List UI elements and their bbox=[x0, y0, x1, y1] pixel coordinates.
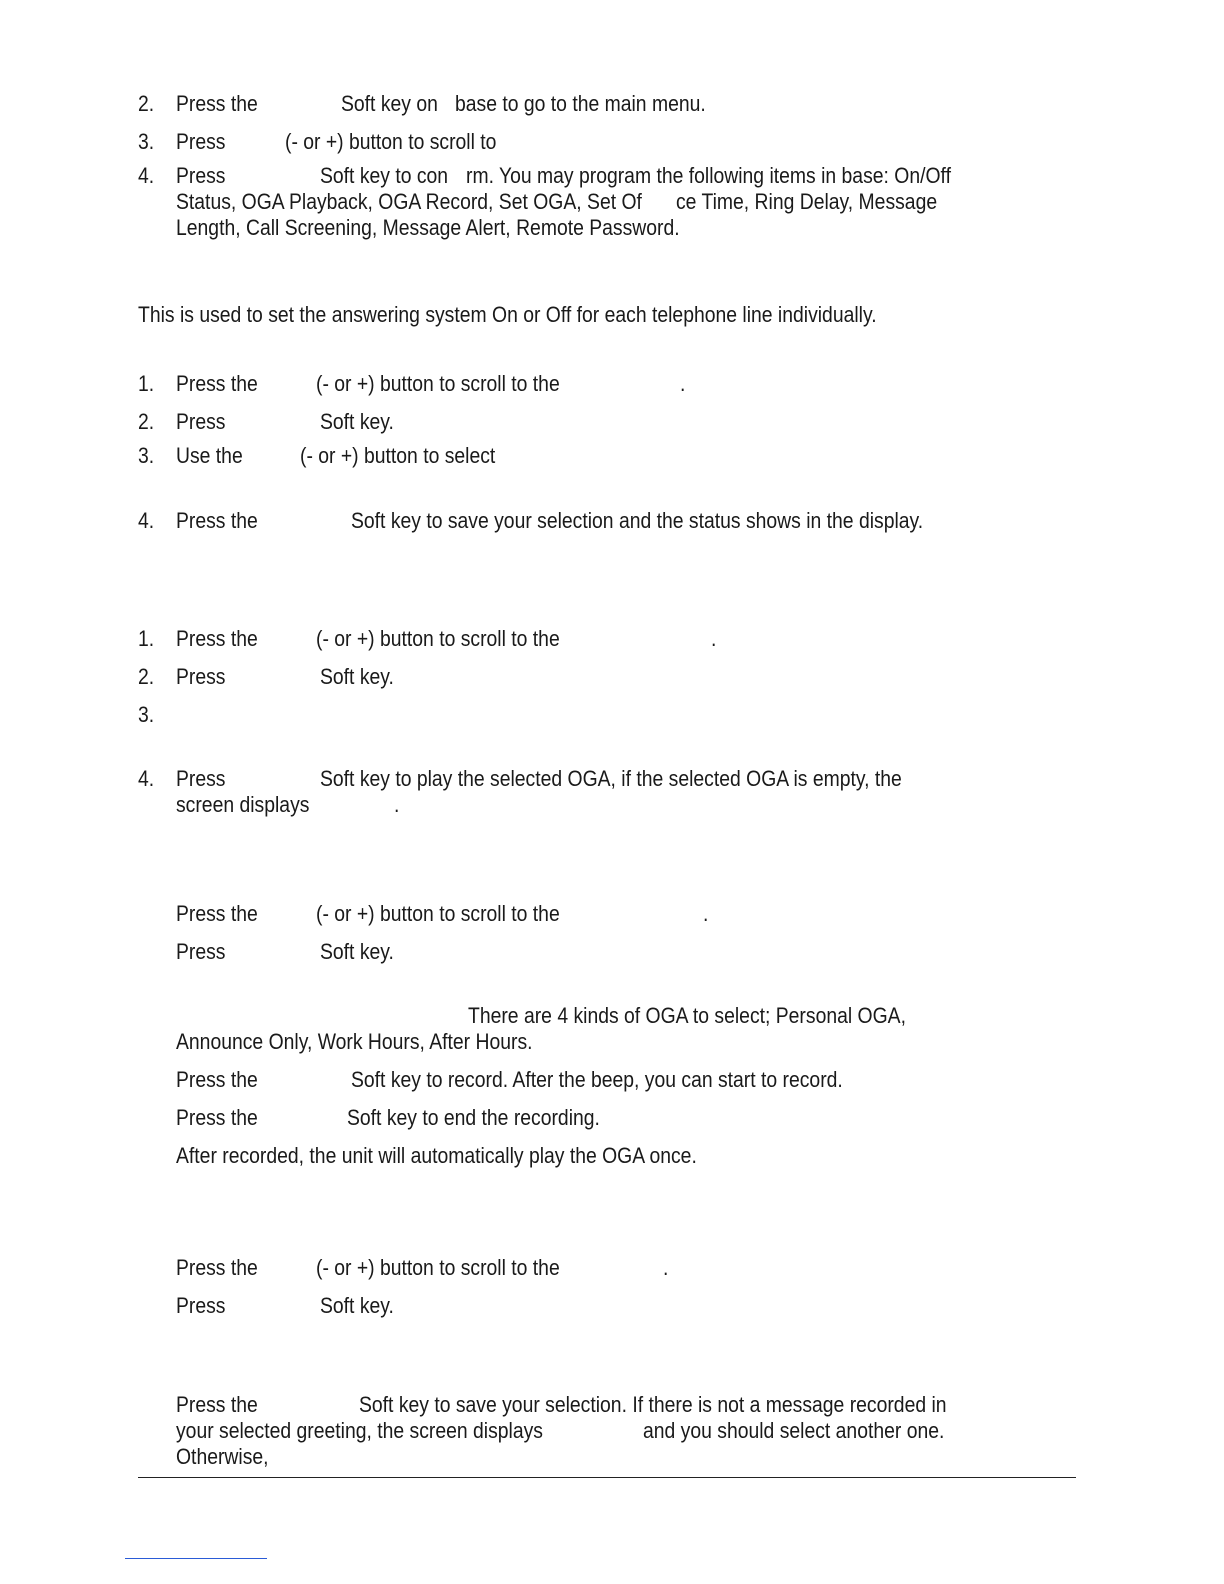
step-text: Press the bbox=[176, 371, 258, 396]
step-text: Soft key. bbox=[320, 409, 394, 434]
step-text: Otherwise, bbox=[176, 1444, 269, 1469]
step-text: Soft key to save your selection. If there is not a message recorded in bbox=[359, 1392, 947, 1417]
step-number: 3. bbox=[138, 702, 155, 727]
step-text: . bbox=[663, 1255, 669, 1280]
step-text: ce Time, Ring Delay, Message bbox=[676, 189, 938, 214]
step-text: After recorded, the unit will automatically play the OGA once. bbox=[176, 1143, 697, 1168]
step-text: There are 4 kinds of OGA to select; Personal OGA, bbox=[468, 1003, 906, 1028]
step-text: Soft key to record. After the beep, you can start to record. bbox=[351, 1067, 843, 1092]
step-text: Press bbox=[176, 129, 226, 154]
step-text: Soft key to con bbox=[320, 163, 449, 188]
step-text: . bbox=[703, 901, 709, 926]
step-number: 1. bbox=[138, 626, 155, 651]
step-number: 4. bbox=[138, 163, 155, 188]
page-divider bbox=[138, 1477, 1076, 1478]
step-text: Soft key. bbox=[320, 664, 394, 689]
step-text: . bbox=[680, 371, 686, 396]
step-number: 3. bbox=[138, 443, 155, 468]
step-text: and you should select another one. bbox=[643, 1418, 945, 1443]
step-text: Announce Only, Work Hours, After Hours. bbox=[176, 1029, 533, 1054]
step-text: (- or +) button to scroll to the bbox=[316, 1255, 560, 1280]
footer-link-underline bbox=[125, 1558, 267, 1559]
step-number: 2. bbox=[138, 664, 155, 689]
step-text: Press the bbox=[176, 1105, 258, 1130]
step-text: Soft key to save your selection and the status shows in the display. bbox=[351, 508, 924, 533]
step-text: Soft key on bbox=[341, 91, 438, 116]
step-text: Soft key. bbox=[320, 939, 394, 964]
step-text: Press the bbox=[176, 508, 258, 533]
step-number: 4. bbox=[138, 508, 155, 533]
step-text: Soft key to play the selected OGA, if the selected OGA is empty, the bbox=[320, 766, 902, 791]
step-text: Status, OGA Playback, OGA Record, Set OGA, Set Of bbox=[176, 189, 642, 214]
step-text: (- or +) button to scroll to the bbox=[316, 626, 560, 651]
step-text: Press bbox=[176, 163, 226, 188]
step-text: your selected greeting, the screen displays bbox=[176, 1418, 543, 1443]
step-text: Press bbox=[176, 409, 226, 434]
step-text: (- or +) button to select bbox=[300, 443, 496, 468]
step-text: Press bbox=[176, 766, 226, 791]
step-text: rm. You may program the following items in base: On/Off bbox=[466, 163, 951, 188]
step-text: Press bbox=[176, 1293, 226, 1318]
step-number: 2. bbox=[138, 91, 155, 116]
step-text: screen displays bbox=[176, 792, 310, 817]
step-number: 4. bbox=[138, 766, 155, 791]
section-intro: This is used to set the answering system On or Off for each telephone line individually. bbox=[138, 302, 877, 327]
step-text: . bbox=[711, 626, 717, 651]
step-text: Soft key to end the recording. bbox=[347, 1105, 600, 1130]
step-number: 3. bbox=[138, 129, 155, 154]
step-text: (- or +) button to scroll to the bbox=[316, 901, 560, 926]
step-text: Use the bbox=[176, 443, 243, 468]
step-text: Press the bbox=[176, 901, 258, 926]
step-text: Press the bbox=[176, 91, 258, 116]
step-text: Soft key. bbox=[320, 1293, 394, 1318]
step-text: (- or +) button to scroll to the bbox=[316, 371, 560, 396]
step-text: Press the bbox=[176, 1067, 258, 1092]
step-text: base to go to the main menu. bbox=[455, 91, 706, 116]
step-text: Press the bbox=[176, 1392, 258, 1417]
step-text: . bbox=[394, 792, 400, 817]
step-text: Press bbox=[176, 664, 226, 689]
step-text: Press bbox=[176, 939, 226, 964]
step-number: 2. bbox=[138, 409, 155, 434]
step-text: (- or +) button to scroll to bbox=[285, 129, 497, 154]
step-text: Press the bbox=[176, 626, 258, 651]
step-text: Press the bbox=[176, 1255, 258, 1280]
step-number: 1. bbox=[138, 371, 155, 396]
step-text: Length, Call Screening, Message Alert, Remote Password. bbox=[176, 215, 680, 240]
